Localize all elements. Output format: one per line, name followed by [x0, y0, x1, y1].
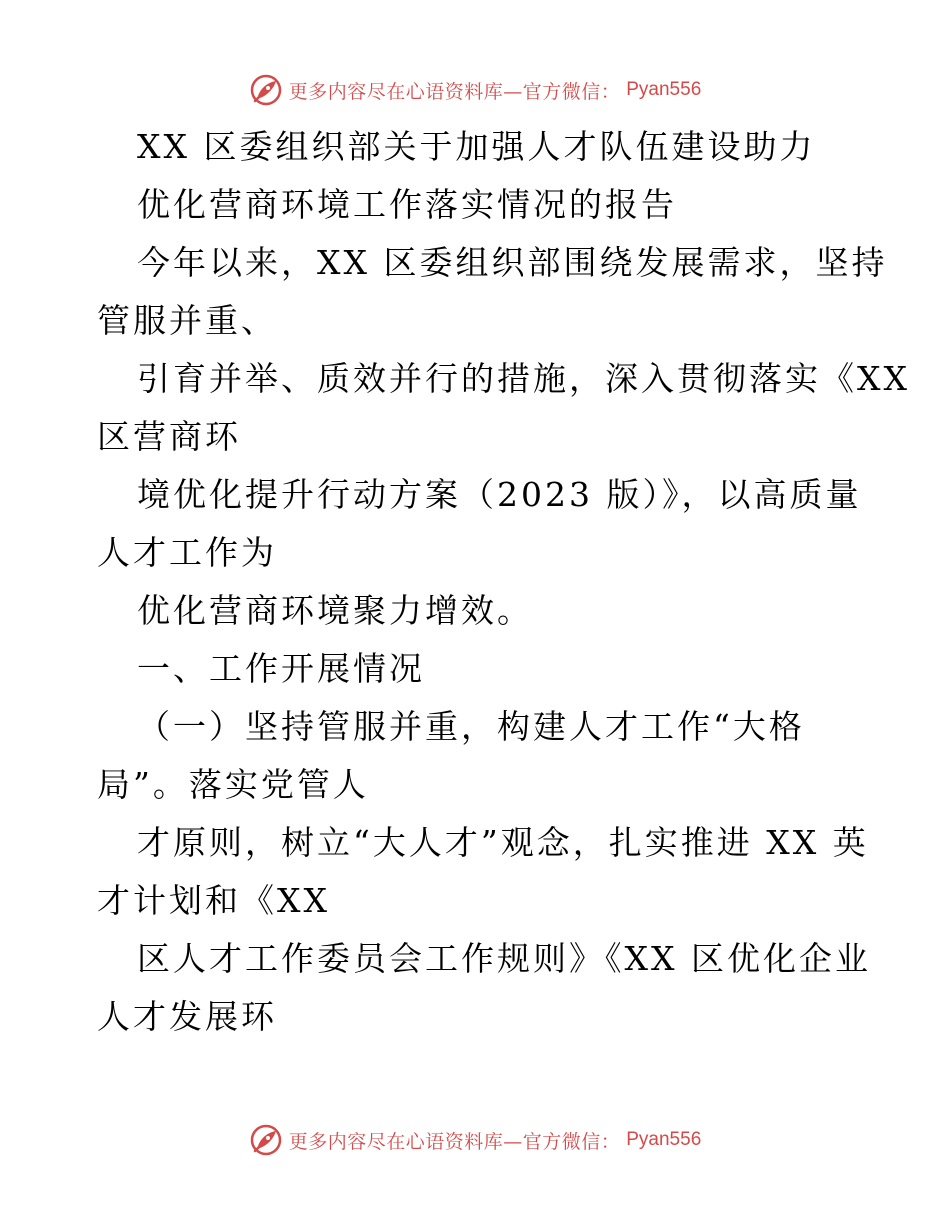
- header-watermark: [0, 70, 950, 110]
- paragraph-line: 区人才工作委员会工作规则》《XX 区优化企业: [137, 939, 871, 978]
- document-body: [97, 118, 910, 1046]
- watermark-content: [249, 73, 702, 107]
- pen-nib-logo-icon: [249, 73, 283, 107]
- pen-nib-logo-icon: [249, 1123, 283, 1157]
- watermark-content: [249, 1123, 702, 1157]
- paragraph-line: 才计划和《XX: [97, 881, 330, 920]
- paragraph-line: 管服并重、: [97, 301, 277, 340]
- paragraph-line: 今年以来，XX 区委组织部围绕发展需求，坚持: [137, 243, 888, 282]
- paragraph-line: 境优化提升行动方案（2023 版）》，以高质量: [137, 475, 862, 514]
- paragraph-line: （一）坚持管服并重，构建人才工作“大格: [137, 707, 805, 746]
- paragraph-line: 引育并举、质效并行的措施，深入贯彻落实《XX: [137, 359, 910, 398]
- paragraph-line: 局”。落实党管人: [97, 765, 369, 804]
- watermark-text: 更多内容尽在心语资料库—官方微信：: [288, 1130, 621, 1153]
- paragraph-line: 人才发展环: [97, 997, 277, 1036]
- paragraph-line: 优化营商环境聚力增效。: [137, 591, 533, 630]
- watermark-text: 更多内容尽在心语资料库—官方微信：: [288, 80, 621, 103]
- paragraph-line: 一、工作开展情况: [137, 649, 425, 688]
- paragraph-line: 才原则，树立“大人才”观念，扎实推进 XX 英: [137, 823, 869, 862]
- footer-watermark: [0, 1120, 950, 1160]
- paragraph-line: 优化营商环境工作落实情况的报告: [137, 185, 677, 224]
- watermark-wechat-id: Pyan556: [626, 1129, 702, 1150]
- paragraph-line: 人才工作为: [97, 533, 277, 572]
- watermark-wechat-id: Pyan556: [626, 79, 702, 100]
- paragraph-line: 区营商环: [97, 417, 241, 456]
- paragraph-line: XX 区委组织部关于加强人才队伍建设助力: [137, 127, 816, 166]
